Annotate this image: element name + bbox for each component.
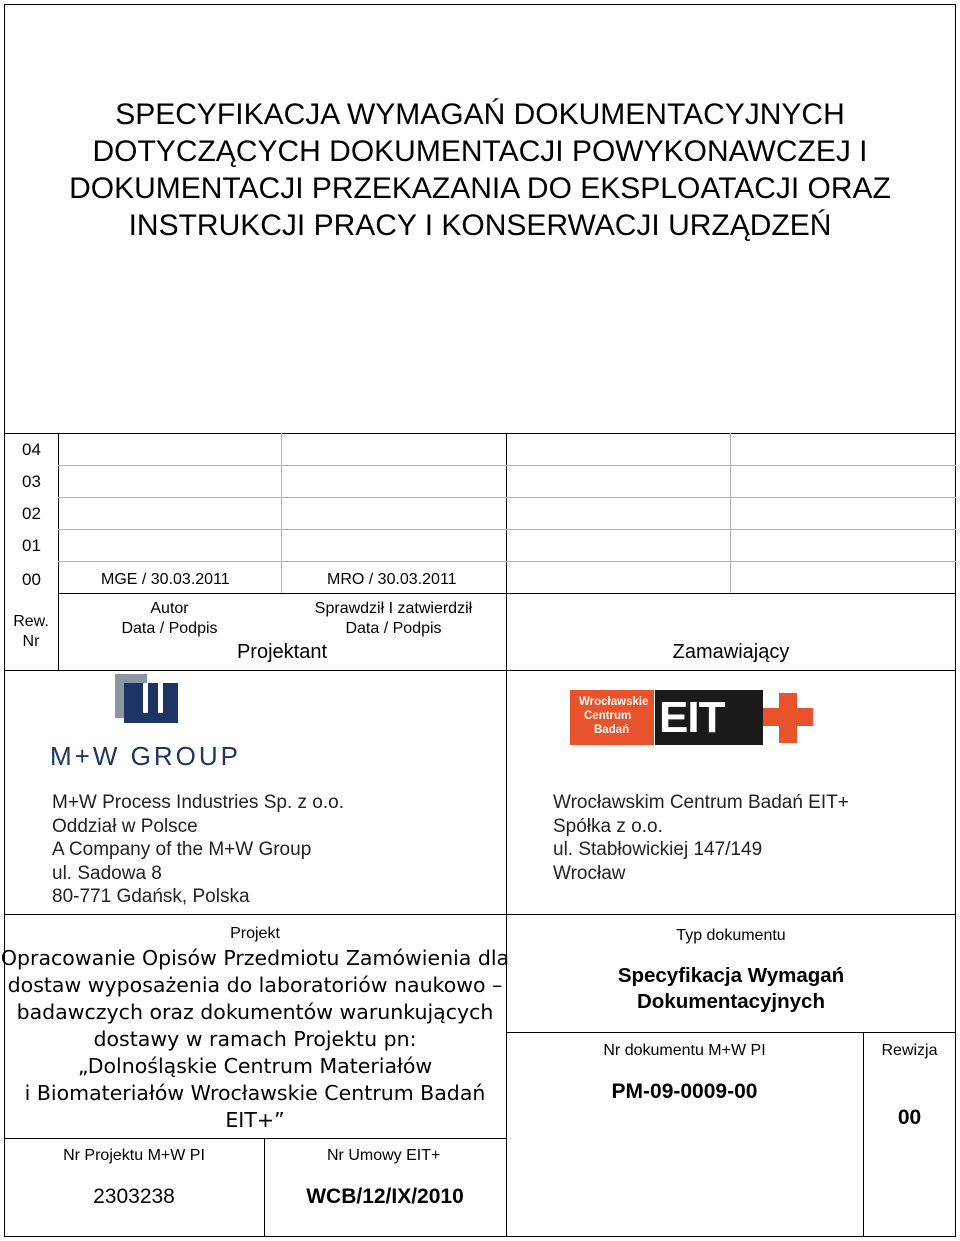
doctype-bottom-line <box>506 1032 956 1033</box>
wcb-logo-box: Wrocławskie Centrum Badań <box>570 690 654 745</box>
mw-logo-blue-block <box>124 683 178 723</box>
revision-value: 00 <box>897 1106 922 1129</box>
rev-number: 03 <box>22 472 41 491</box>
mw-logo-text: M+W GROUP <box>50 741 241 771</box>
rev-row-line-2 <box>58 497 956 498</box>
revision-label: Rewizja <box>881 1042 938 1059</box>
project-number-label: Nr Projektu M+W PI <box>63 1147 205 1164</box>
eit-plus-icon <box>763 693 813 743</box>
project-number-value: 2303238 <box>93 1185 175 1208</box>
rev-row-line-1 <box>58 465 956 466</box>
author-col-divider <box>281 433 282 593</box>
rev-table-bottom <box>4 670 956 671</box>
contract-number-value: WCB/12/IX/2010 <box>306 1185 464 1208</box>
rev-row-line-3 <box>58 529 956 530</box>
title-line-1: SPECYFIKACJA WYMAGAŃ DOKUMENTACYJNYCH <box>115 98 845 131</box>
title-line-2: DOTYCZĄCYCH DOKUMENTACJI POWYKONAWCZEJ I <box>92 135 868 168</box>
revision-col-divider <box>863 1032 864 1237</box>
rev-00-checked: MRO / 30.03.2011 <box>327 571 457 588</box>
rev-header-label: Rew. Nr <box>13 613 49 650</box>
rev-number: 04 <box>22 440 41 459</box>
doc-number-label: Nr dokumentu M+W PI <box>603 1042 766 1059</box>
rev-00-author: MGE / 30.03.2011 <box>101 571 230 588</box>
designer-header: Projektant <box>236 641 328 663</box>
doc-type-label: Typ dokumentu <box>676 927 786 944</box>
doc-number-value: PM-09-0009-00 <box>611 1080 758 1103</box>
project-label: Projekt <box>230 925 280 942</box>
contract-number-label: Nr Umowy EIT+ <box>327 1147 441 1164</box>
right-col-divider <box>730 433 731 593</box>
title-line-4: INSTRUKCJI PRACY I KONSERWACJI URZĄDZEŃ <box>128 209 832 242</box>
rev-number: 01 <box>22 536 41 555</box>
frame-top <box>4 4 956 5</box>
client-address: Wrocławskim Centrum Badań EIT+ Spółka z o.o. ul. Stabłowickiej 147/149 Wrocław <box>553 792 849 884</box>
rev-header-line <box>58 593 956 594</box>
eit-logo-box: EIT <box>655 690 763 745</box>
rev-row-line-4 <box>58 561 956 562</box>
designer-address: M+W Process Industries Sp. z o.o. Oddział w Polsce A Company of the M+W Group ul. Sadowa 8 80-771 Gdańsk, Polska <box>52 792 344 907</box>
client-header: Zamawiający <box>672 641 790 663</box>
rev-table-top <box>4 433 956 434</box>
rev-number: 00 <box>22 570 41 589</box>
checked-header: Sprawdził I zatwierdził Data / Podpis <box>314 600 473 637</box>
author-header: Autor Data / Podpis <box>121 600 218 637</box>
lower-block-top <box>4 914 956 915</box>
frame-bottom <box>4 1236 956 1237</box>
project-bottom-line <box>4 1138 506 1139</box>
doc-type-value: Specyfikacja Wymagań Dokumentacyjnych <box>617 964 845 1013</box>
title-line-3: DOKUMENTACJI PRZEKAZANIA DO EKSPLOATACJI ORAZ <box>69 172 891 205</box>
rev-number: 02 <box>22 504 41 523</box>
